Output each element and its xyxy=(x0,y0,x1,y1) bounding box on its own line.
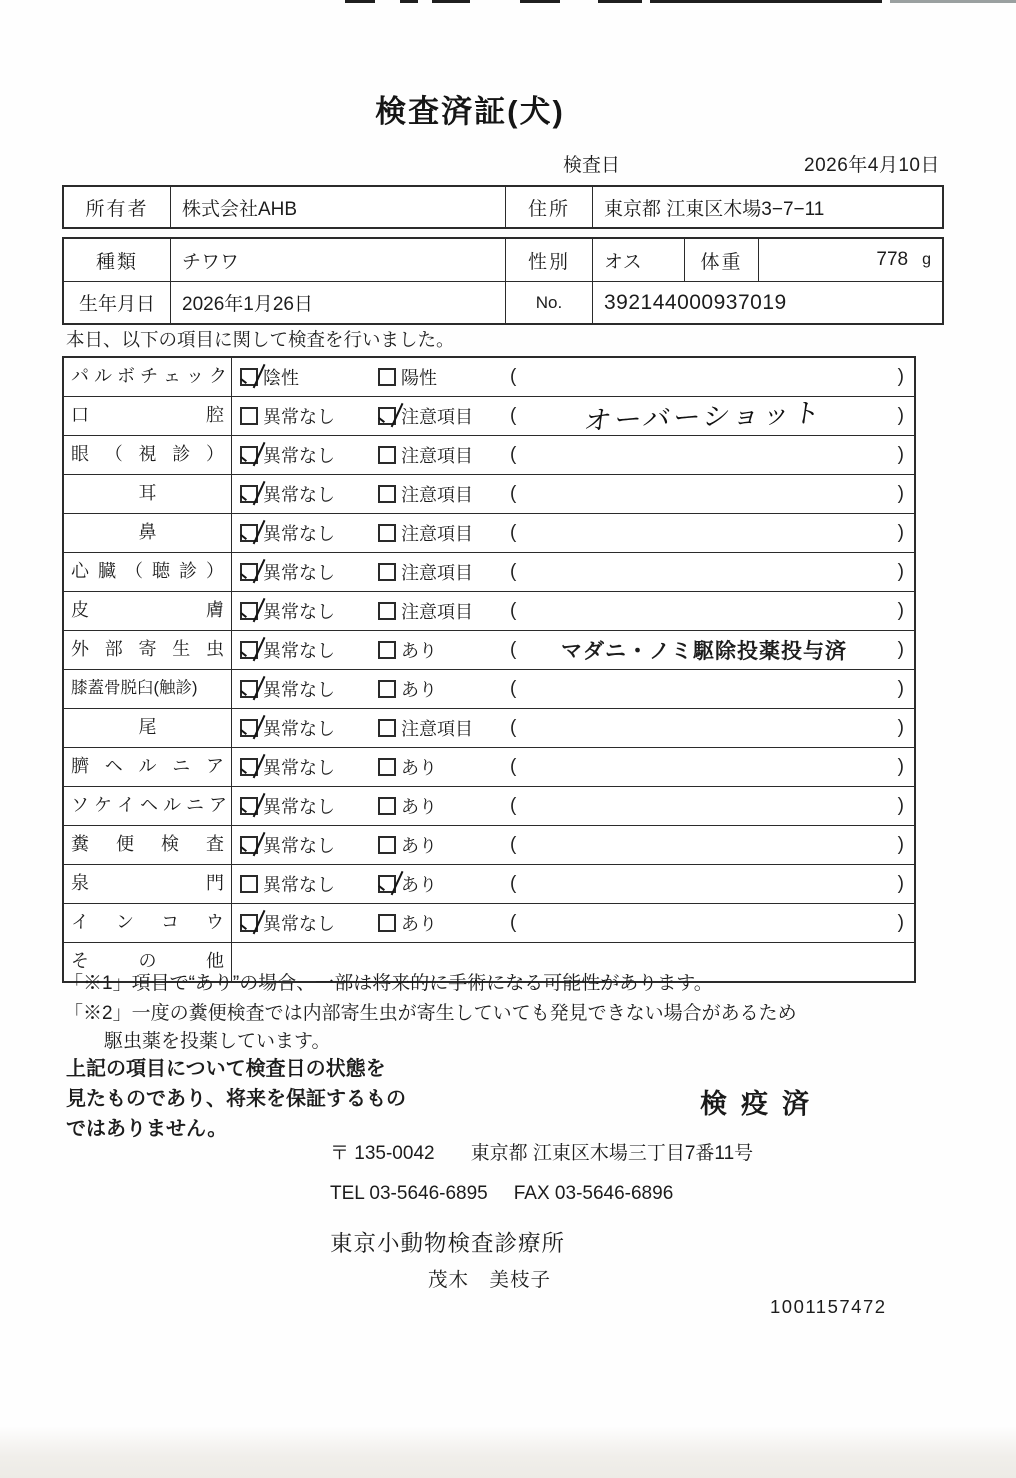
owner-value: 株式会社AHB xyxy=(170,187,505,227)
scan-artifact xyxy=(650,0,882,3)
exam-option xyxy=(240,364,299,390)
option-label: 注意項目 xyxy=(401,602,473,622)
exam-option xyxy=(240,676,335,702)
exam-option xyxy=(240,793,335,819)
paren-open: ( xyxy=(510,405,517,426)
checkbox-checked-icon xyxy=(240,758,258,776)
exam-row xyxy=(64,825,914,864)
exam-row-content xyxy=(232,592,914,630)
checkbox-checked-icon xyxy=(240,797,258,815)
intro-text: 本日、以下の項目に関して検査を行いました。 xyxy=(66,329,455,350)
paren-close: ) xyxy=(897,678,904,699)
owner-label: 所有者 xyxy=(85,198,149,220)
exam-option xyxy=(240,910,335,936)
clinic-postal: 〒 135-0042 xyxy=(330,1143,435,1164)
checkbox-checked-icon xyxy=(378,407,396,425)
exam-row-content xyxy=(232,553,914,591)
sex-label: 性別 xyxy=(505,239,592,281)
option-label: 異常なし xyxy=(263,719,335,739)
disclaimer-text xyxy=(66,1054,466,1144)
exam-row xyxy=(64,903,914,942)
address-label: 住所 xyxy=(505,187,592,227)
paren-close: ) xyxy=(897,444,904,465)
option-label: あり xyxy=(401,680,437,700)
paren-open: ( xyxy=(510,639,517,660)
checkbox-checked-icon xyxy=(240,602,258,620)
exam-row xyxy=(64,591,914,630)
scan-shadow xyxy=(0,1426,1016,1478)
exam-item-label: そ の 他 xyxy=(64,943,232,981)
checkbox-unchecked-icon xyxy=(378,758,396,776)
footnote-1: 「※1」項目で“あり”の場合、一部は将来的に手術になる可能性があります。 xyxy=(64,973,713,994)
exam-option xyxy=(240,871,335,897)
exam-option xyxy=(240,832,335,858)
paren-open: ( xyxy=(510,366,517,387)
paren-content: オーバーショット xyxy=(582,397,826,437)
paren-close: ) xyxy=(897,522,904,543)
paren-open: ( xyxy=(510,834,517,855)
exam-item-label: パ ル ボ チ ェ ッ ク xyxy=(64,358,232,396)
clinic-tel: TEL 03-5646-6895 xyxy=(330,1183,488,1204)
exam-row xyxy=(64,552,914,591)
disclaimer-line-3: ではありません。 xyxy=(66,1118,228,1140)
exam-option xyxy=(378,793,437,819)
paren-open: ( xyxy=(510,795,517,816)
exam-item-label: ソ ケ イ ヘ ル ニ ア xyxy=(64,787,232,825)
scan-artifact xyxy=(345,0,375,3)
weight-number: 778 xyxy=(876,249,909,270)
option-label: 注意項目 xyxy=(401,719,473,739)
paren-open: ( xyxy=(510,600,517,621)
exam-row-content xyxy=(232,631,914,669)
paren-close: ) xyxy=(897,795,904,816)
option-label: 異常なし xyxy=(263,602,335,622)
exam-row xyxy=(64,435,914,474)
exam-row xyxy=(64,396,914,435)
weight-unit: g xyxy=(922,251,931,268)
exam-row xyxy=(64,474,914,513)
exam-item-label: イ ン コ ウ xyxy=(64,904,232,942)
option-label: 異常なし xyxy=(263,836,335,856)
exam-option xyxy=(378,520,473,546)
paren-open: ( xyxy=(510,717,517,738)
checkbox-checked-icon xyxy=(378,875,396,893)
exam-option xyxy=(378,754,437,780)
exam-row-content xyxy=(232,865,914,903)
exam-row xyxy=(64,358,914,396)
checkbox-checked-icon xyxy=(240,563,258,581)
birth-label: 生年月日 xyxy=(64,281,170,323)
footnote-2-cont: 駆虫薬を投薬しています。 xyxy=(104,1031,331,1052)
exam-row-content xyxy=(232,787,914,825)
checkbox-checked-icon xyxy=(240,680,258,698)
exam-option xyxy=(378,364,437,390)
checkbox-unchecked-icon xyxy=(378,602,396,620)
checkbox-checked-icon xyxy=(240,446,258,464)
scan-artifact xyxy=(432,0,470,3)
option-label: 注意項目 xyxy=(401,485,473,505)
exam-row-content xyxy=(232,397,914,435)
exam-row xyxy=(64,864,914,903)
clinic-address: 東京都 江東区木場三丁目7番11号 xyxy=(470,1143,754,1164)
exam-option xyxy=(240,481,335,507)
exam-option xyxy=(378,637,437,663)
exam-option xyxy=(378,871,437,897)
exam-option xyxy=(378,442,473,468)
examiner-name: 茂木 美枝子 xyxy=(428,1269,552,1291)
exam-option xyxy=(378,715,473,741)
option-label: 注意項目 xyxy=(401,407,473,427)
exam-option xyxy=(378,910,437,936)
option-label: 異常なし xyxy=(263,758,335,778)
exam-table xyxy=(62,356,916,983)
checkbox-unchecked-icon xyxy=(378,524,396,542)
weight-value xyxy=(758,239,942,281)
serial-number: 1001157472 xyxy=(770,1296,887,1317)
inspection-date-value: 2026年4月10日 xyxy=(804,155,940,176)
option-label: あり xyxy=(401,914,437,934)
checkbox-unchecked-icon xyxy=(378,719,396,737)
checkbox-unchecked-icon xyxy=(378,836,396,854)
checkbox-checked-icon xyxy=(240,368,258,386)
checkbox-unchecked-icon xyxy=(378,368,396,386)
checkbox-unchecked-icon xyxy=(378,485,396,503)
exam-item-label: 糞 便 検 査 xyxy=(64,826,232,864)
paren-close: ) xyxy=(897,639,904,660)
exam-item-label: 膝蓋骨脱臼(触診) xyxy=(64,670,232,708)
checkbox-unchecked-icon xyxy=(378,641,396,659)
checkbox-unchecked-icon xyxy=(240,875,258,893)
exam-item-label: 鼻 xyxy=(64,514,232,552)
checkbox-unchecked-icon xyxy=(378,914,396,932)
paren-close: ) xyxy=(897,600,904,621)
exam-row xyxy=(64,669,914,708)
exam-option xyxy=(240,520,335,546)
option-label: 注意項目 xyxy=(401,563,473,583)
option-label: あり xyxy=(401,797,437,817)
paren-open: ( xyxy=(510,522,517,543)
exam-option xyxy=(378,559,473,585)
paren-close: ) xyxy=(897,405,904,426)
scan-artifact xyxy=(890,0,1016,3)
address-value: 東京都 江東区木場3−7−11 xyxy=(592,187,942,227)
paren-close: ) xyxy=(897,834,904,855)
exam-option xyxy=(240,637,335,663)
exam-item-label: 口 腔 xyxy=(64,397,232,435)
option-label: 陰性 xyxy=(263,368,299,388)
checkbox-checked-icon xyxy=(240,641,258,659)
scan-artifact xyxy=(400,0,418,3)
checkbox-unchecked-icon xyxy=(378,563,396,581)
exam-option xyxy=(240,559,335,585)
exam-item-label: 皮 膚 xyxy=(64,592,232,630)
disclaimer-line-1: 上記の項目について検査日の状態を xyxy=(66,1058,386,1080)
exam-option xyxy=(378,403,473,429)
checkbox-checked-icon xyxy=(240,914,258,932)
exam-row xyxy=(64,786,914,825)
exam-row xyxy=(64,630,914,669)
paren-open: ( xyxy=(510,444,517,465)
paren-close: ) xyxy=(897,873,904,894)
exam-item-label: 心 臓 （ 聴 診 ） xyxy=(64,553,232,591)
weight-label: 体重 xyxy=(684,239,758,281)
paren-open: ( xyxy=(510,873,517,894)
scan-artifact xyxy=(598,0,642,3)
option-label: あり xyxy=(401,641,437,661)
checkbox-unchecked-icon xyxy=(378,680,396,698)
exam-row xyxy=(64,513,914,552)
option-label: 異常なし xyxy=(263,446,335,466)
checkbox-checked-icon xyxy=(240,485,258,503)
exam-item-label: 耳 xyxy=(64,475,232,513)
option-label: あり xyxy=(401,836,437,856)
exam-option xyxy=(240,715,335,741)
no-label: No. xyxy=(505,281,592,323)
paren-open: ( xyxy=(510,561,517,582)
checkbox-unchecked-icon xyxy=(378,797,396,815)
paren-open: ( xyxy=(510,912,517,933)
exam-option xyxy=(378,481,473,507)
option-label: 異常なし xyxy=(263,875,335,895)
option-label: 異常なし xyxy=(263,524,335,544)
breed-label: 種類 xyxy=(95,251,138,273)
exam-row-content xyxy=(232,904,914,942)
quarantine-stamp: 検疫済 xyxy=(700,1089,823,1119)
exam-row-content xyxy=(232,436,914,474)
option-label: 異常なし xyxy=(263,641,335,661)
option-label: 陽性 xyxy=(401,368,437,388)
inspection-date-label: 検査日 xyxy=(563,155,621,176)
exam-item-label: 尾 xyxy=(64,709,232,747)
option-label: 異常なし xyxy=(263,407,335,427)
exam-option xyxy=(378,676,437,702)
paren-close: ) xyxy=(897,756,904,777)
option-label: 注意項目 xyxy=(401,524,473,544)
paren-content: マダニ・ノミ駆除投薬投与済 xyxy=(561,640,847,663)
paren-close: ) xyxy=(897,483,904,504)
paren-open: ( xyxy=(510,756,517,777)
option-label: 異常なし xyxy=(263,563,335,583)
exam-item-label: 泉 門 xyxy=(64,865,232,903)
clinic-name: 東京小動物検査診療所 xyxy=(330,1231,566,1256)
option-label: 異常なし xyxy=(263,797,335,817)
option-label: あり xyxy=(401,875,437,895)
exam-row-content xyxy=(232,826,914,864)
exam-row-content xyxy=(232,709,914,747)
option-label: あり xyxy=(401,758,437,778)
checkbox-checked-icon xyxy=(240,719,258,737)
breed-value: チワワ xyxy=(170,239,505,281)
owner-table xyxy=(62,185,944,229)
exam-row-content xyxy=(232,475,914,513)
disclaimer-line-2: 見たものであり、将来を保証するもの xyxy=(66,1088,406,1110)
exam-row xyxy=(64,747,914,786)
clinic-telfax-line xyxy=(330,1183,673,1205)
option-label: 異常なし xyxy=(263,680,335,700)
option-label: 注意項目 xyxy=(401,446,473,466)
paren-close: ) xyxy=(897,912,904,933)
exam-option xyxy=(240,598,335,624)
paren-close: ) xyxy=(897,366,904,387)
birth-value: 2026年1月26日 xyxy=(170,281,505,323)
clinic-address-line xyxy=(330,1138,753,1165)
exam-item-label: 眼 （ 視 診 ） xyxy=(64,436,232,474)
page-title: 検査済証(犬) xyxy=(375,94,565,129)
footnote-2: 「※2」一度の糞便検査では内部寄生虫が寄生していても発見できない場合があるため xyxy=(64,1003,797,1024)
paren-open: ( xyxy=(510,678,517,699)
scan-artifact xyxy=(520,0,560,3)
exam-option xyxy=(378,832,437,858)
paren-open: ( xyxy=(510,483,517,504)
exam-row xyxy=(64,708,914,747)
sex-value: オス xyxy=(592,239,684,281)
no-value: 392144000937019 xyxy=(592,281,942,323)
clinic-fax: FAX 03-5646-6896 xyxy=(513,1183,674,1204)
option-label: 異常なし xyxy=(263,914,335,934)
paren-close: ) xyxy=(897,717,904,738)
checkbox-unchecked-icon xyxy=(378,446,396,464)
exam-option xyxy=(240,442,335,468)
exam-row-content xyxy=(232,514,914,552)
paren-close: ) xyxy=(897,561,904,582)
checkbox-unchecked-icon xyxy=(240,407,258,425)
exam-option xyxy=(240,403,335,429)
option-label: 異常なし xyxy=(263,485,335,505)
checkbox-checked-icon xyxy=(240,836,258,854)
pet-table xyxy=(62,237,944,325)
exam-option xyxy=(378,598,473,624)
exam-row-content xyxy=(232,748,914,786)
exam-option xyxy=(240,754,335,780)
checkbox-checked-icon xyxy=(240,524,258,542)
exam-item-label: 臍 ヘ ル ニ ア xyxy=(64,748,232,786)
exam-row-content xyxy=(232,670,914,708)
exam-item-label: 外 部 寄 生 虫 xyxy=(64,631,232,669)
